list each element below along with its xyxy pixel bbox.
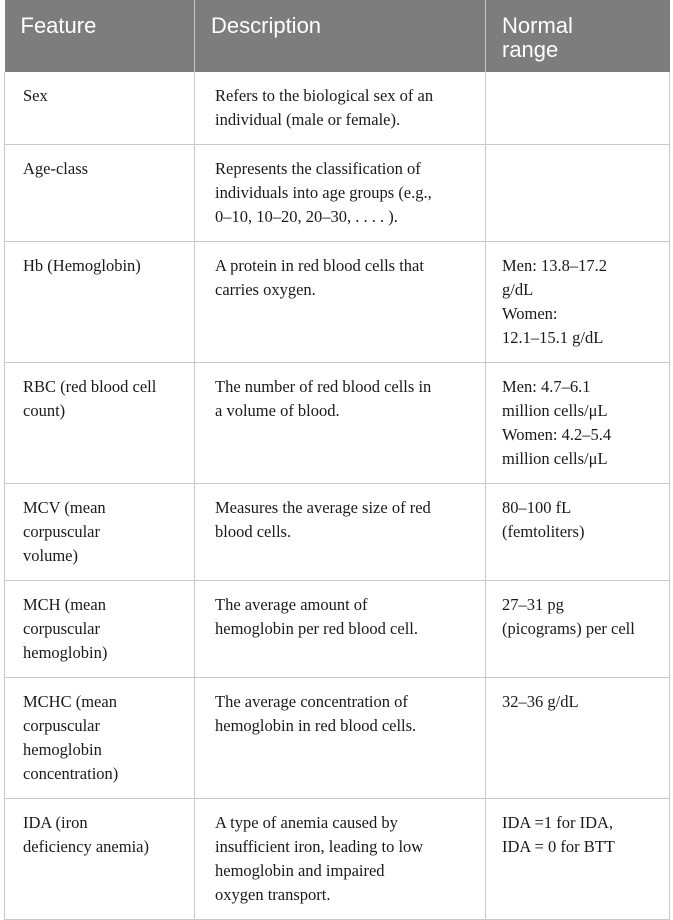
feature-cell xyxy=(5,242,195,363)
normal-range-cell-line: 80–100 fL xyxy=(502,498,572,517)
description-cell-line: The average amount of xyxy=(215,595,368,614)
feature-table-container xyxy=(4,0,669,920)
description-cell-line: hemoglobin in red blood cells. xyxy=(215,716,417,735)
description-cell xyxy=(195,363,486,484)
description-cell-line: The average concentration of xyxy=(215,692,408,711)
normal-range-cell-line: Men: 13.8–17.2 xyxy=(502,256,607,275)
description-cell-line: carries oxygen. xyxy=(215,280,316,299)
feature-cell-line: concentration) xyxy=(23,764,119,783)
feature-cell-line: corpuscular xyxy=(23,716,100,735)
table-row xyxy=(5,242,670,363)
table-row xyxy=(5,799,670,920)
feature-cell-line: IDA (iron xyxy=(23,813,88,832)
description-cell-line: Refers to the biological sex of an xyxy=(215,86,434,105)
normal-range-cell xyxy=(486,484,670,581)
normal-range-cell xyxy=(486,145,670,242)
feature-cell xyxy=(5,145,195,242)
header-description-line: Description xyxy=(211,13,322,38)
feature-cell-line: corpuscular xyxy=(23,619,100,638)
description-cell-line: hemoglobin per red blood cell. xyxy=(215,619,418,638)
normal-range-cell-line: 27–31 pg xyxy=(502,595,564,614)
normal-range-cell-line: million cells/μL xyxy=(502,449,608,468)
header-feature xyxy=(5,0,195,72)
description-cell xyxy=(195,72,486,145)
description-cell-line: individuals into age groups (e.g., xyxy=(215,183,432,202)
header-row xyxy=(5,0,670,72)
description-cell xyxy=(195,678,486,799)
normal-range-cell-line: 32–36 g/dL xyxy=(502,692,579,711)
table-row xyxy=(5,581,670,678)
feature-cell-line: count) xyxy=(23,401,66,420)
feature-cell-line: MCV (mean xyxy=(23,498,106,517)
feature-cell-line: Sex xyxy=(23,86,48,105)
description-cell-line: Represents the classification of xyxy=(215,159,421,178)
description-cell-line: hemoglobin and impaired xyxy=(215,861,385,880)
normal-range-cell-line: 12.1–15.1 g/dL xyxy=(502,328,604,347)
feature-cell-line: volume) xyxy=(23,546,78,565)
normal-range-cell xyxy=(486,72,670,145)
description-cell-line: A type of anemia caused by xyxy=(215,813,398,832)
feature-cell-line: hemoglobin) xyxy=(23,643,108,662)
feature-cell-line: RBC (red blood cell xyxy=(23,377,157,396)
description-cell-line: 0–10, 10–20, 20–30, . . . . ). xyxy=(215,207,398,226)
normal-range-cell-line: IDA =1 for IDA, xyxy=(502,813,614,832)
normal-range-cell-line: (femtoliters) xyxy=(502,522,585,541)
normal-range-cell-line: IDA = 0 for BTT xyxy=(502,837,615,856)
table-row xyxy=(5,678,670,799)
header-normal-range xyxy=(486,0,670,72)
table-row xyxy=(5,145,670,242)
description-cell-line: individual (male or female). xyxy=(215,110,401,129)
description-cell-line: A protein in red blood cells that xyxy=(215,256,424,275)
feature-cell-line: MCH (mean xyxy=(23,595,106,614)
header-description xyxy=(195,0,486,72)
description-cell-line: insufficient iron, leading to low xyxy=(215,837,424,856)
description-cell xyxy=(195,242,486,363)
feature-cell-line: Hb (Hemoglobin) xyxy=(23,256,141,275)
normal-range-cell xyxy=(486,581,670,678)
table-body xyxy=(5,72,670,920)
normal-range-cell xyxy=(486,363,670,484)
feature-cell xyxy=(5,484,195,581)
description-cell-line: Measures the average size of red xyxy=(215,498,431,517)
description-cell-line: a volume of blood. xyxy=(215,401,340,420)
normal-range-cell xyxy=(486,799,670,920)
table-row xyxy=(5,72,670,145)
feature-cell xyxy=(5,678,195,799)
description-cell-line: The number of red blood cells in xyxy=(215,377,432,396)
header-feature-line: Feature xyxy=(20,13,97,38)
normal-range-cell xyxy=(486,242,670,363)
description-cell-line: blood cells. xyxy=(215,522,292,541)
feature-cell xyxy=(5,72,195,145)
normal-range-cell-line: Women: xyxy=(502,304,558,323)
feature-cell-line: Age-class xyxy=(23,159,89,178)
description-cell xyxy=(195,145,486,242)
feature-cell-line: deficiency anemia) xyxy=(23,837,149,856)
feature-cell-line: corpuscular xyxy=(23,522,100,541)
header-range-line-2: range xyxy=(502,37,559,62)
table-row xyxy=(5,484,670,581)
normal-range-cell xyxy=(486,678,670,799)
normal-range-cell-line: g/dL xyxy=(502,280,534,299)
description-cell-line: oxygen transport. xyxy=(215,885,331,904)
feature-cell xyxy=(5,363,195,484)
normal-range-cell-line: Women: 4.2–5.4 xyxy=(502,425,612,444)
description-cell xyxy=(195,799,486,920)
header-range-line-1: Normal xyxy=(502,13,573,38)
normal-range-cell-line: Men: 4.7–6.1 xyxy=(502,377,591,396)
normal-range-cell-line: (picograms) per cell xyxy=(502,619,635,638)
description-cell xyxy=(195,581,486,678)
feature-table xyxy=(4,0,670,920)
table-row xyxy=(5,363,670,484)
description-cell xyxy=(195,484,486,581)
feature-cell xyxy=(5,799,195,920)
feature-cell-line: MCHC (mean xyxy=(23,692,117,711)
feature-cell xyxy=(5,581,195,678)
feature-cell-line: hemoglobin xyxy=(23,740,102,759)
normal-range-cell-line: million cells/μL xyxy=(502,401,608,420)
